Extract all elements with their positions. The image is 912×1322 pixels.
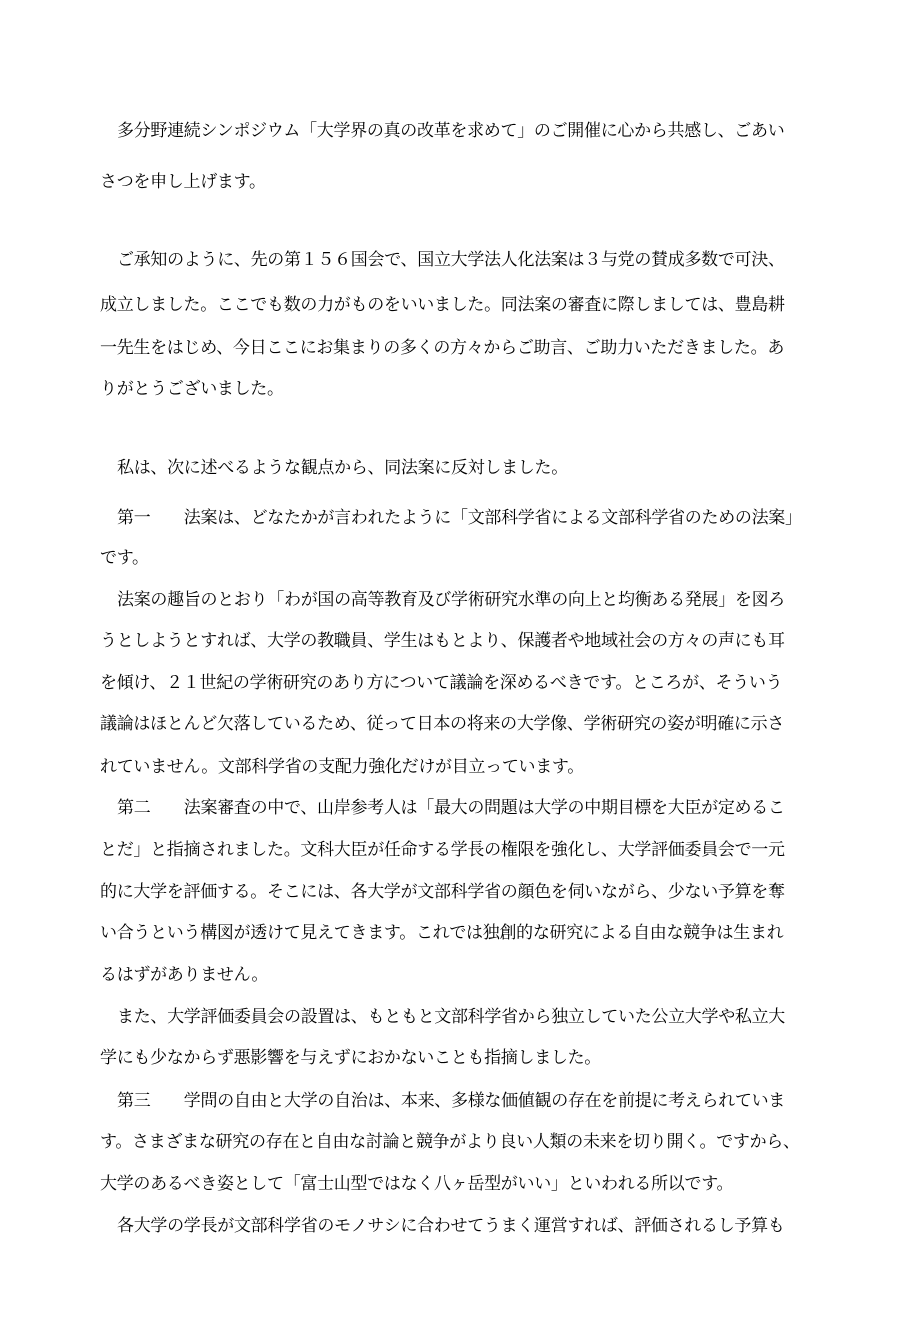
paragraph-2-line-2: 成立しました。ここでも数の力がものをいいました。同法案の審査に際しましては、豊島耕 <box>100 295 785 315</box>
paragraph-5-line-4: 議論はほとんど欠落しているため、従って日本の将来の大学像、学術研究の姿が明確に示さ <box>100 714 785 734</box>
paragraph-1-line-2: さつを申し上げます。 <box>100 172 266 192</box>
paragraph-7-line-2: 学にも少なからず悪影響を与えずにおかないことも指摘しました。 <box>100 1048 601 1068</box>
paragraph-5-line-2: うとしようとすれば、大学の教職員、学生はもとより、保護者や地域社会の方々の声にも耳 <box>100 631 785 651</box>
paragraph-6-line-2: とだ」と指摘されました。文科大臣が任命する学長の権限を強化し、大学評価委員会で一元 <box>100 840 785 860</box>
paragraph-2-line-4: りがとうございました。 <box>100 379 284 399</box>
paragraph-6-line-1: 第二 法案審査の中で、山岸参考人は「最大の問題は大学の中期目標を大臣が定めるこ <box>117 798 785 818</box>
paragraph-4-line-2: です。 <box>100 548 149 568</box>
paragraph-4-line-1: 第一 法案は、どなたかが言われたように「文部科学省による文部科学省のための法案」 <box>117 508 802 528</box>
paragraph-6-line-5: るはずがありません。 <box>100 965 269 985</box>
paragraph-6-line-4: い合うという構図が透けて見えてきます。これでは独創的な研究による自由な競争は生まれ <box>100 923 784 943</box>
paragraph-2-line-1: ご承知のように、先の第１５６国会で、国立大学法人化法案は３与党の賛成多数で可決、 <box>117 250 785 270</box>
paragraph-8-line-1: 第三 学問の自由と大学の自治は、本来、多様な価値観の存在を前提に考えられていま <box>117 1091 785 1111</box>
paragraph-7-line-1: また、大学評価委員会の設置は、もともと文部科学省から独立していた公立大学や私立大 <box>117 1007 785 1027</box>
paragraph-5-line-3: を傾け、２１世紀の学術研究のあり方について議論を深めるべきです。ところが、そういう <box>100 673 783 693</box>
paragraph-2-line-3: 一先生をはじめ、今日ここにお集まりの多くの方々からご助言、ご助力いただきました。あ <box>100 338 785 358</box>
paragraph-3-line-1: 私は、次に述べるような観点から、同法案に反対しました。 <box>117 458 568 478</box>
paragraph-8-line-2: す。さまざまな研究の存在と自由な討論と競争がより良い人類の未来を切り開く。ですから、 <box>100 1132 800 1152</box>
paragraph-8-line-3: 大学のあるべき姿として「富士山型ではなく八ヶ岳型がいい」といわれる所以です。 <box>100 1174 734 1194</box>
paragraph-6-line-3: 的に大学を評価する。そこには、各大学が文部科学省の顔色を伺いながら、少ない予算を奪 <box>100 882 785 902</box>
paragraph-5-line-1: 法案の趣旨のとおり「わが国の高等教育及び学術研究水準の向上と均衡ある発展」を図ろ <box>117 590 785 610</box>
paragraph-1-line-1: 多分野連続シンポジウム「大学界の真の改革を求めて」のご開催に心から共感し、ごあい <box>117 121 785 141</box>
paragraph-9-line-1: 各大学の学長が文部科学省のモノサシに合わせてうまく運営すれば、評価されるし予算も <box>117 1216 785 1236</box>
paragraph-5-line-5: れていません。文部科学省の支配力強化だけが目立っています。 <box>100 757 584 777</box>
